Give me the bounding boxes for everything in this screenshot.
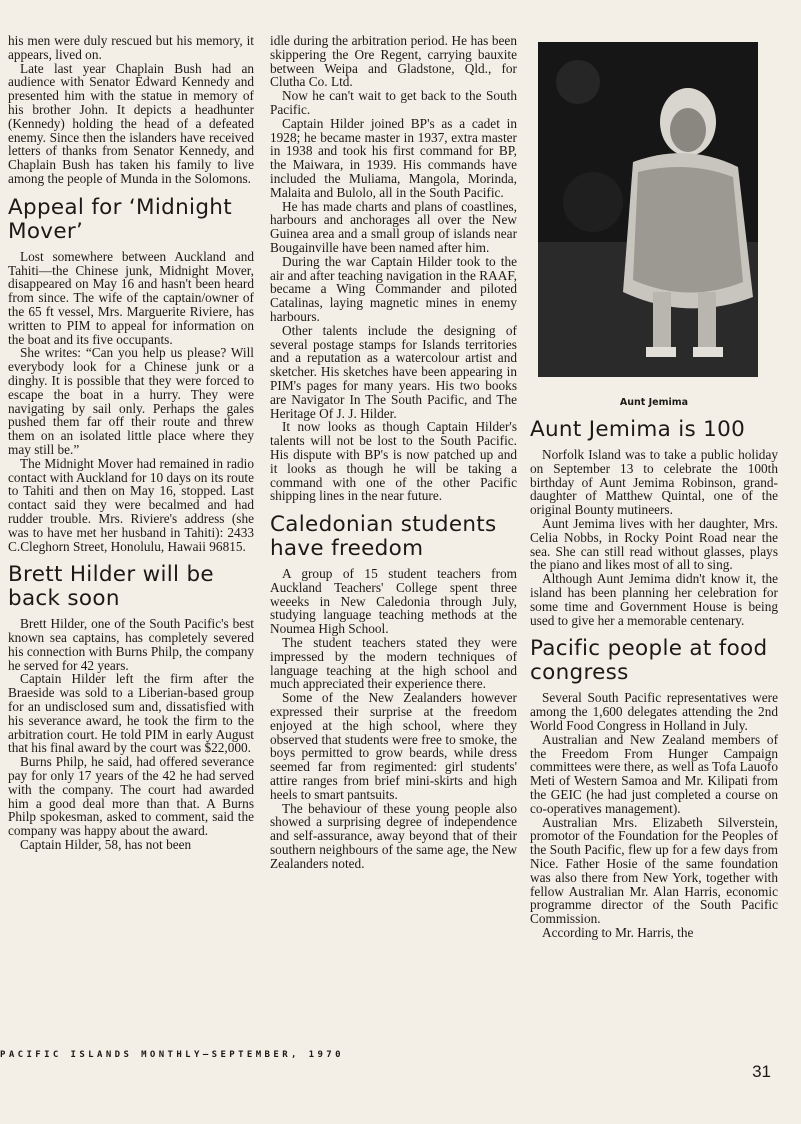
paragraph: Although Aunt Jemima didn't know it, the island has been planning her celebration for some time and Government House is being used to give her a memorable centenary.: [530, 571, 778, 628]
column-1: [8, 34, 254, 852]
paragraph: Captain Hilder joined BP's as a cadet in 1928; he became master in 1937, extra master in 1938 and took his first command for BP, the Maiwara, in 1939. His commands have included the Muliama, Mangola, Morinda, Malaita and Bulolo, all in the South Pacific.: [270, 115, 517, 200]
headline-caledonian-students: Caledonian students have freedom: [270, 512, 497, 562]
paragraph: Australian Mrs. Elizabeth Silverstein, promotor of the Foundation for the Peoples of the South Pacific, flew up for a few days from Nice. Father Hosie of the same foundation was also there from New York, together with fellow Australian Mr. Alan Harris, economic programme director of the South Pacific Commission.: [530, 814, 778, 927]
photo-caption: Aunt Jemima: [619, 397, 689, 408]
page-number: 31: [752, 1062, 771, 1081]
paragraph: Now he can't wait to get back to the South Pacific.: [270, 88, 517, 117]
aunt-jemima-photo: [538, 42, 758, 377]
paragraph: She writes: “Can you help us please? Will everybody look for a Chinese junk or a dinghy. It is possible that they were forced to escape the boat in a hurry. They were navigating by sail only. Perhaps the gales pushed them far off their route and threw them on an isolated little place where they may still be.”: [8, 345, 254, 457]
paragraph: Australian and New Zealand members of the Freedom From Hunger Campaign committees were there, as well as Tofa Lauofo Meti of Western Samoa and Mr. Kilipati from the GEIC (he had just completed a course on co-operatives management).: [530, 731, 778, 816]
paragraph: Lost somewhere between Auckland and Tahiti—the Chinese junk, Midnight Mover, disappeared on May 16 and hasn't been heard from since. The wife of the captain/owner of the 65 ft vessel, Mrs. Marguerite Riviere, has written to PIM to appeal for information on the boat and its five occupants.: [8, 248, 254, 347]
footer-masthead: PACIFIC ISLANDS MONTHLY—SEPTEMBER, 1970: [0, 1050, 344, 1060]
paragraph: Captain Hilder left the firm after the Braeside was sold to a Liberian-based group for an undisclosed sum and, dissatisfied with his severance award, he took the firm to the arbitration court. He told PIM in early August that his final award by the court was $22,000.: [8, 671, 254, 756]
paragraph: The behaviour of these young people also showed a surprising degree of independence and self-assurance, away beyond that of their southern neighbours of the same age, the New Zealanders noted.: [270, 800, 517, 871]
column-3: [530, 34, 778, 940]
paragraph: Several South Pacific representatives were among the 1,600 delegates attending the 2nd World Food Congress in Holland in July.: [530, 690, 778, 733]
paragraph: It now looks as though Captain Hilder's talents will not be lost to the South Pacific. His dispute with BP's is now patched up and it looks as though he will be taking a command with one of the other Pacific shipping lines in the near future.: [270, 419, 517, 504]
paragraph: A group of 15 student teachers from Auckland Teachers' College spent three weeeks in New Caledonia through July, studying language teaching methods at the Noumea High School.: [270, 566, 517, 637]
headline-midnight-mover: Appeal for ‘Midnight Mover’: [8, 194, 232, 244]
headline-brett-hilder: Brett Hilder will be back soon: [8, 562, 214, 612]
paragraph: Some of the New Zealanders however expressed their surprise at the freedom enjoyed at the high school, where they observed that students were free to smoke, the boys permitted to grow beards, while dress seemed far from regimented: girl students' attire ranges from brief mini-skirts and high heels to smart pantsuits.: [270, 690, 517, 802]
paragraph: Captain Hilder, 58, has not been: [20, 837, 192, 853]
paragraph: During the war Captain Hilder took to the air and after teaching navigation in the RAAF, became a Wing Commander and piloted Catalinas, laying magnetic mines in enemy harbours.: [270, 253, 517, 324]
paragraph: The Midnight Mover had remained in radio contact with Auckland for 10 days on its route to Tahiti and then on May 16, stopped. Last contact said they were becalmed and had rudder trouble. Mrs. Riviere's address (she was to have met her husband in Tahiti): 2433 C.Cleghorn Street, Honolulu, Hawaii 96815.: [8, 455, 254, 554]
paragraph: Burns Philp, he said, had offered severance pay for only 17 years of the 42 he had served with the company. The court had awarded him a good deal more than that. A Burns Philp spokesman, asked to comment, said the company was happy about the award.: [8, 754, 254, 839]
paragraph: According to Mr. Harris, the: [542, 924, 694, 940]
paragraph: Other talents include the designing of several postage stamps for Islands territories and a reputation as a watercolour artist and sketcher. His sketches have been appearing in PIM's pages for many years. His two books are Navigator In The South Pacific, and The Heritage Of J. J. Hilder.: [270, 322, 517, 421]
column-2: [270, 34, 517, 871]
headline-food-congress: Pacific people at food congress: [530, 636, 768, 686]
paragraph: Norfolk Island was to take a public holiday on September 13 to celebrate the 100th birthday of Aunt Jemima Robinson, grand-daughter of Matthew Quintal, one of the original Bounty mutineers.: [530, 447, 778, 518]
paragraph: Brett Hilder, one of the South Pacific's best known sea captains, has completely severed his connection with Burns Philp, the company he served for 42 years.: [8, 616, 254, 673]
paragraph: He has made charts and plans of coastlines, harbours and anchorages all over the New Guinea area and a small group of islands near Bougainville have been named after him.: [270, 198, 517, 255]
paragraph: Late last year Chaplain Bush had an audience with Senator Edward Kennedy and presented him with the statue in memory of his brother John. It depicts a headhunter (Kennedy) holding the head of a defeated enemy. Since then the islanders have received letters of thanks from Senator Kennedy, and Chaplain Bush has taken his family to live among the people of Munda in the Solomons.: [8, 60, 254, 186]
paragraph: Aunt Jemima lives with her daughter, Mrs. Celia Nobbs, in Rocky Point Road near the sea. She can still read without glasses, plays the piano and likes most of all to sing.: [530, 515, 778, 573]
paragraph: his men were duly rescued but his memory, it appears, lived on.: [8, 33, 254, 62]
paragraph: The student teachers stated they were impressed by the modern techniques of language teaching at the high school and much appreciated their experience there.: [270, 635, 517, 692]
headline-aunt-jemima: Aunt Jemima is 100: [530, 417, 746, 442]
portrait-illustration: [538, 42, 758, 377]
paragraph: idle during the arbitration period. He has been skippering the Ore Regent, carrying bauxite between Weipa and Gladstone, Qld., for Clutha Co. Ltd.: [270, 33, 517, 90]
